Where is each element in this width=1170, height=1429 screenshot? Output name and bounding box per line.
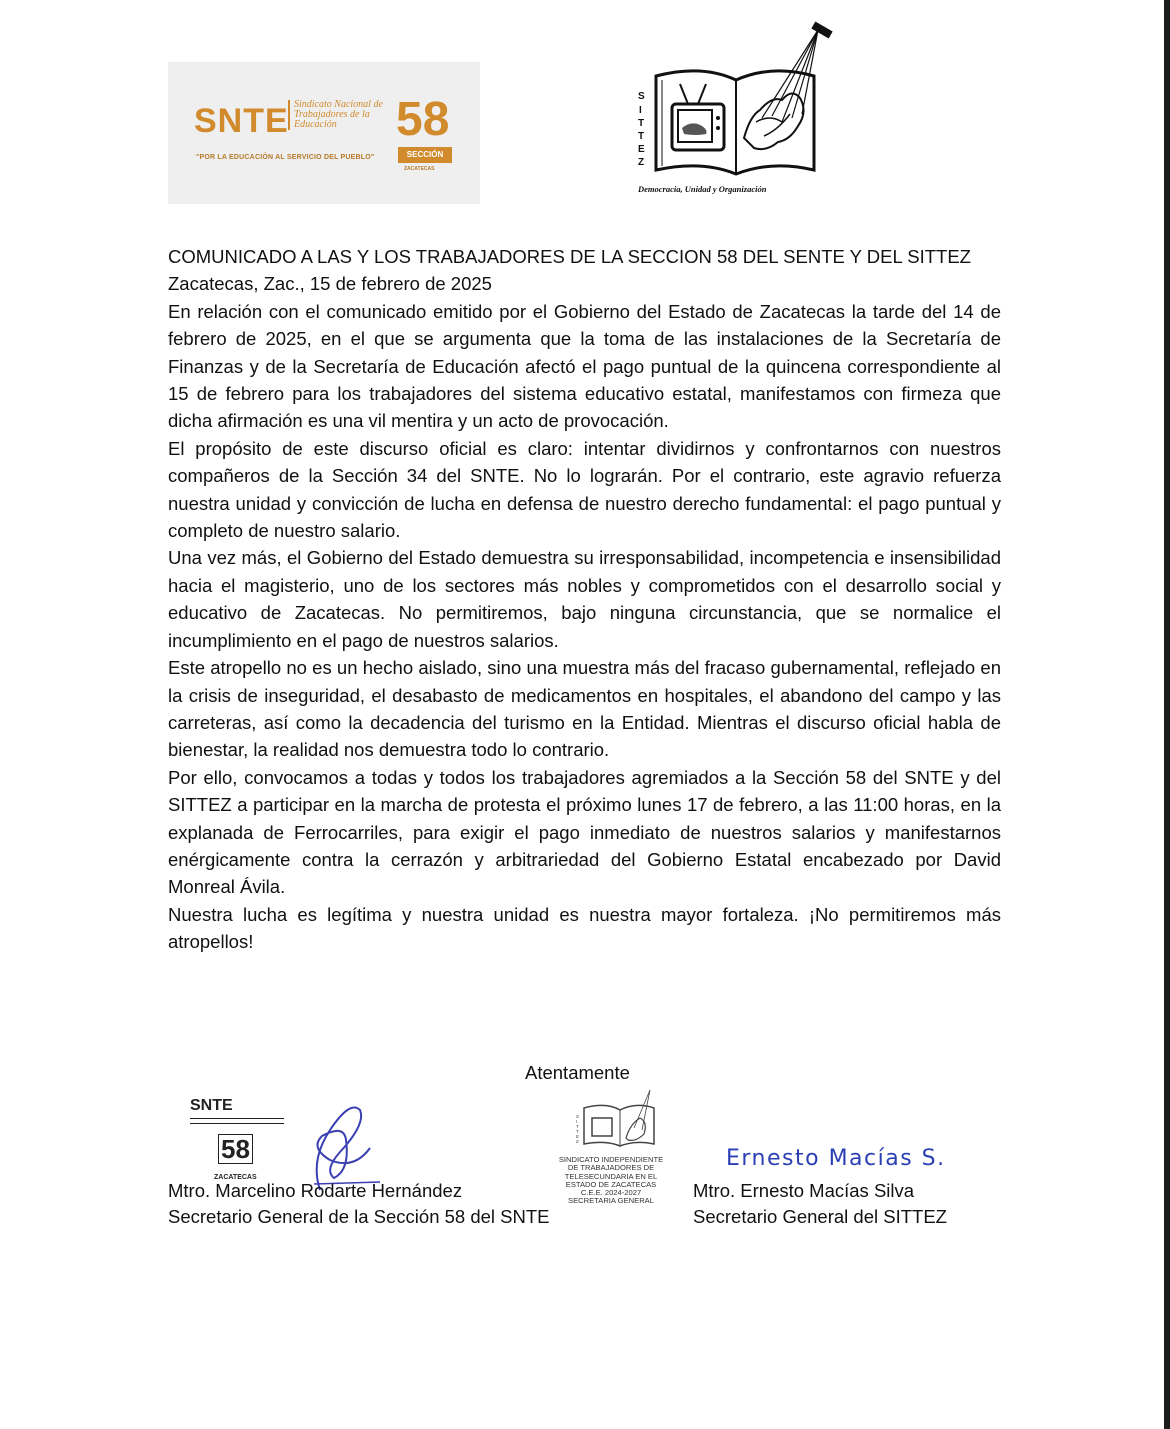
snte-word-text: SNTE [194, 102, 289, 140]
right-signatory-name: Mtro. Ernesto Macías Silva [693, 1180, 915, 1201]
snte-logo-word [194, 102, 289, 141]
snte-logo [168, 62, 480, 204]
sittez-vertical-letters [638, 91, 645, 168]
snte-stamp [188, 1094, 288, 1186]
snte-stamp-word: SNTE [190, 1097, 233, 1114]
svg-text:Z: Z [638, 157, 645, 168]
snte-stamp-number: 58 [218, 1134, 253, 1164]
sittez-stamp-text [556, 1156, 666, 1206]
snte-logo-number: 58 [396, 93, 450, 146]
sittez-emblem-icon [632, 18, 838, 204]
snte-logo-subtitle: Sindicato Nacional de Trabajadores de la Educación [288, 100, 404, 130]
svg-text:T: T [576, 1124, 579, 1129]
sittez-stamp-line: C.E.E. 2024-2027 [580, 1188, 642, 1198]
sittez-stamp [550, 1088, 670, 1213]
place-date: Zacatecas, Zac., 15 de febrero de 2025 [168, 273, 492, 295]
paragraph-5: Por ello, convocamos a todas y todos los trabajadores agremiados a la Sección 58 del SNTE y del SITTEZ a participar en la marcha de protesta el próximo lunes 17 de febrero, a las 11:00 horas, en la explanada de Ferrocarriles, para exigir el pago inmediato de nuestros salarios y manifestarnos enérgicamente contra la cerrazón y arbitrariedad del Gobierno Estatal encabezado por David Monreal Ávila. [168, 766, 1001, 898]
paragraph-6: Nuestra lucha es legítima y nuestra unidad es nuestra mayor fortaleza. ¡No permitiremos más atropellos! [168, 903, 1001, 953]
sittez-logo [632, 18, 838, 204]
svg-text:T: T [638, 131, 645, 142]
snte-logo-state: ZACATECAS [404, 166, 435, 172]
left-signatory-role: Secretario General de la Sección 58 del SNTE [168, 1206, 550, 1227]
snte-stamp-divider [190, 1118, 284, 1124]
snte-logo-motto: "POR LA EDUCACIÓN AL SERVICIO DEL PUEBLO" [196, 154, 375, 161]
svg-text:I: I [639, 105, 642, 116]
page-edge [1164, 0, 1170, 1429]
right-signatory-role: Secretario General del SITTEZ [693, 1206, 947, 1227]
closing-salutation: Atentamente [525, 1062, 630, 1083]
sittez-stamp-emblem-icon [550, 1088, 670, 1158]
snte-logo-section: SECCIÓN [398, 147, 452, 163]
svg-text:I: I [576, 1119, 578, 1124]
sittez-stamp-line: SINDICATO INDEPENDIENTE [558, 1155, 664, 1164]
svg-text:S: S [638, 91, 645, 102]
paragraph-3: Una vez más, el Gobierno del Estado demuestra su irresponsabilidad, incompetencia e insensibilidad hacia el magisterio, uno de los sectores más nobles y comprometidos con el desarrollo social y educativo de Zacatecas. No permitiremos, bajo ninguna circunstancia, que se normalice el incumplimiento en el pago de nuestros salarios. [168, 547, 1001, 651]
sittez-stamp-line: DE TRABAJADORES DE [567, 1163, 655, 1173]
sittez-stamp-line: TELESECUNDARIA EN EL [564, 1171, 658, 1181]
snte-stamp-state: ZACATECAS [214, 1174, 257, 1181]
svg-text:E: E [576, 1134, 580, 1139]
sittez-logo-caption: Democracia, Unidad y Organización [638, 184, 767, 194]
paragraph-2: El propósito de este discurso oficial es claro: intentar dividirnos y confrontarnos con nuestros compañeros de la Sección 34 del SNTE. No lo lograrán. Por el contrario, este agravio refuerza nuestra unidad y convicción de lucha en defensa de nuestro derecho fundamental: el pago puntual y completo de nuestro salario. [168, 437, 1001, 542]
svg-text:S: S [576, 1114, 580, 1119]
svg-text:Z: Z [576, 1139, 579, 1144]
sittez-stamp-line: ESTADO DE ZACATECAS [565, 1179, 657, 1189]
paragraph-1: En relación con el comunicado emitido por el Gobierno del Estado de Zacatecas la tarde del 14 de febrero de 2025, en el que se argumenta que la toma de las instalaciones de la Secretaría de Finanzas y de la Secretaría de Educación afectó el pago puntual de la quincena correspondiente al 15 de febrero para los trabajadores del sistema educativo estatal, manifestamos con firmeza que dicha afirmación es una vil mentira y un acto de provocación. [168, 300, 1001, 432]
svg-text:T: T [638, 118, 645, 129]
communique-title: COMUNICADO A LAS Y LOS TRABAJADORES DE LA SECCION 58 DEL SENTE Y DEL SITTEZ [168, 246, 971, 267]
left-signatory-name: Mtro. Marcelino Rodarte Hernández [168, 1180, 463, 1201]
right-handwritten-signature: Ernesto Macías S. [726, 1146, 946, 1171]
svg-text:E: E [638, 144, 645, 155]
sittez-stamp-line: SECRETARIA GENERAL [568, 1196, 654, 1206]
paragraph-4: Este atropello no es un hecho aislado, sino una muestra más del fracaso gubernamental, reflejado en la crisis de inseguridad, el desabasto de medicamentos en hospitales, el abandono del campo y las carreteras, así como la decadencia del turismo en la Entidad. Mientras el discurso oficial habla de bienestar, la realidad nos demuestra todo lo contrario. [168, 657, 1001, 761]
svg-text:T: T [576, 1129, 579, 1134]
communique-body [168, 243, 1001, 956]
